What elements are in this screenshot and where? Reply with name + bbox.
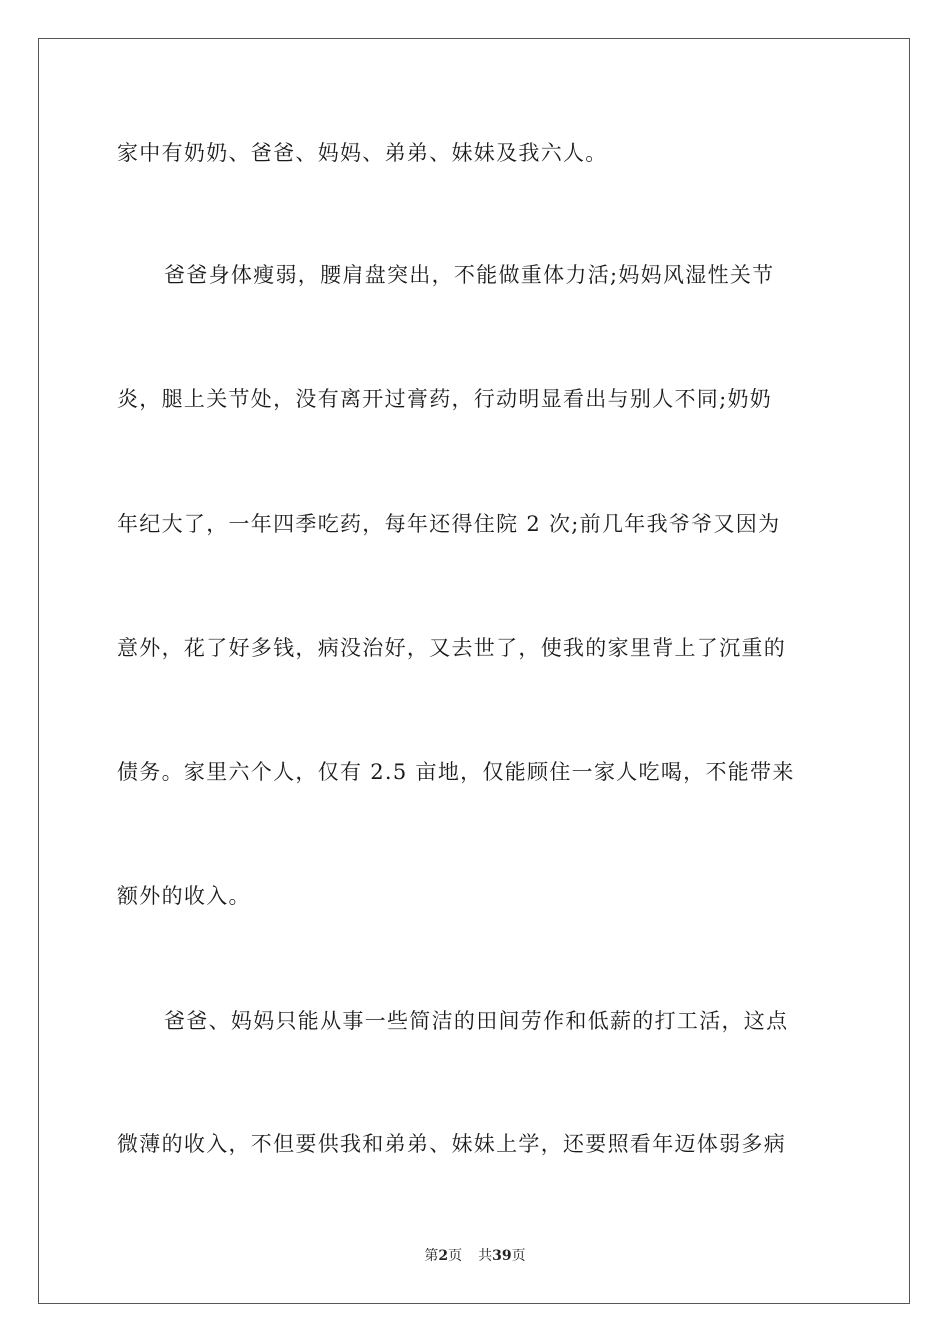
- text-line-1: 家中有奶奶、爸爸、妈妈、弟弟、妹妹及我六人。: [117, 141, 608, 165]
- footer-total-suffix: 页: [511, 1248, 526, 1264]
- page-footer: [0, 1246, 950, 1266]
- page-border: [38, 38, 910, 1304]
- text-line-5: 意外，花了好多钱，病没治好，又去世了，使我的家里背上了沉重的: [117, 636, 786, 660]
- footer-page-prefix: 第: [424, 1248, 439, 1264]
- footer-total-prefix: 共: [478, 1248, 493, 1264]
- text-line-6: 债务。家里六个人，仅有 2.5 亩地，仅能顾住一家人吃喝，不能带来: [117, 760, 795, 784]
- text-line-2: 爸爸身体瘦弱，腰肩盘突出，不能做重体力活;妈妈风湿性关节: [164, 263, 775, 287]
- text-line-7: 额外的收入。: [117, 884, 251, 908]
- footer-page-suffix: 页: [448, 1248, 463, 1264]
- text-line-3: 炎，腿上关节处，没有离开过膏药，行动明显看出与别人不同;奶奶: [117, 387, 773, 411]
- text-line-9: 微薄的收入，不但要供我和弟弟、妹妹上学，还要照看年迈体弱多病: [117, 1132, 786, 1156]
- footer-page-current: 2: [438, 1248, 449, 1264]
- text-line-8: 爸爸、妈妈只能从事一些简洁的田间劳作和低薪的打工活，这点: [164, 1009, 789, 1033]
- footer-page-total: 39: [492, 1248, 512, 1264]
- text-line-4: 年纪大了，一年四季吃药，每年还得住院 2 次;前几年我爷爷又因为: [117, 512, 781, 536]
